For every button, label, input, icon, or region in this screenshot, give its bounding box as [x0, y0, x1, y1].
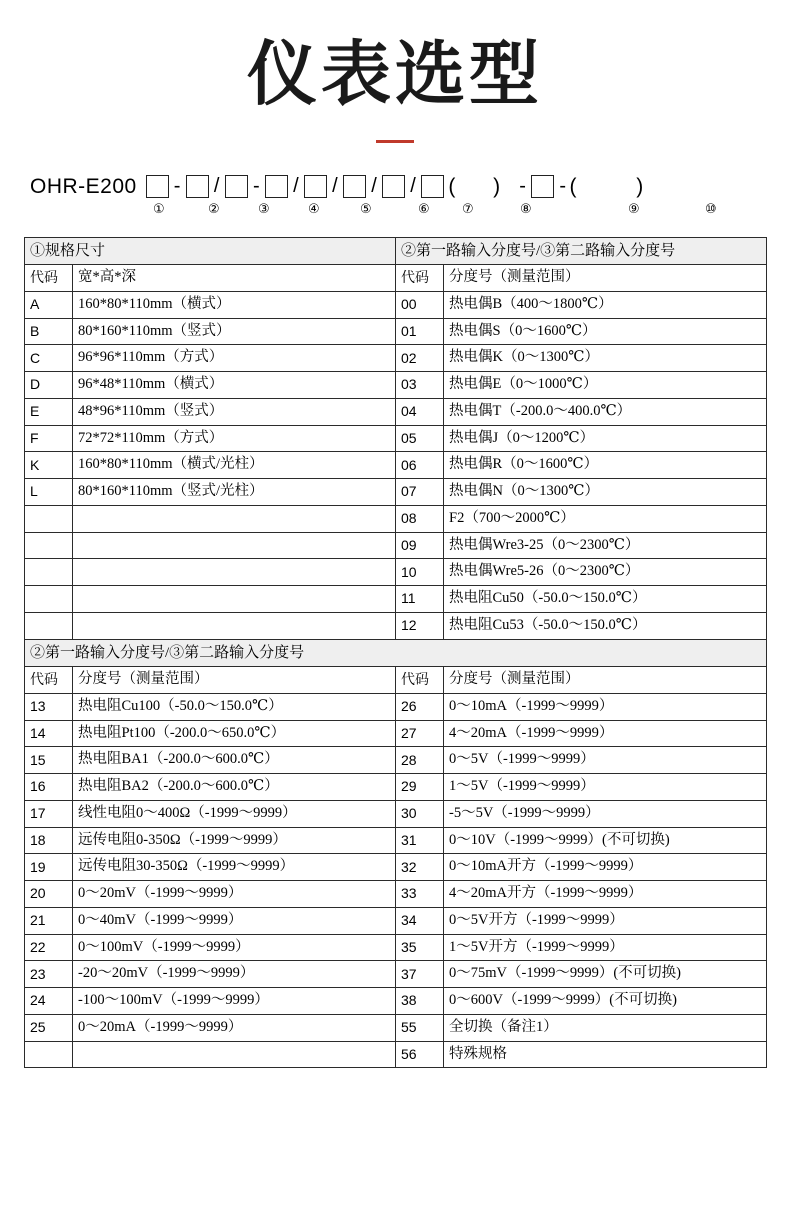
t2-code-r-2: 28 — [396, 747, 444, 774]
table-input-2 — [24, 639, 767, 1069]
t1-right-desc-9: 热电偶Wre3-25（0～2300℃） — [444, 532, 767, 559]
t1-left-desc-6: 160*80*110mm（横式/光柱） — [73, 452, 396, 479]
t2-desc-l-13 — [73, 1041, 396, 1068]
t2-code-l-2: 15 — [25, 747, 73, 774]
t2-desc-r-6: 0～10mA开方（-1999～9999） — [444, 854, 767, 881]
model-marker-1: ① — [153, 200, 165, 216]
table-row — [25, 586, 767, 613]
t1-left-code-8 — [25, 505, 73, 532]
t2-desc-r-4: -5～5V（-1999～9999） — [444, 800, 767, 827]
t2-desc-r-1: 4～20mA（-1999～9999） — [444, 720, 767, 747]
t1-left-code-7: L — [25, 479, 73, 506]
table-row — [25, 827, 767, 854]
t2-desc-r-13: 特殊规格 — [444, 1041, 767, 1068]
t2-desc-l-6: 远传电阻30-350Ω（-1999～9999） — [73, 854, 396, 881]
t1-right-col-desc: 分度号（测量范围） — [444, 265, 767, 292]
table-row — [25, 1041, 767, 1068]
t2-code-r-0: 26 — [396, 693, 444, 720]
t2-desc-r-0: 0～10mA（-1999～9999） — [444, 693, 767, 720]
t2-code-l-7: 20 — [25, 881, 73, 908]
table-row — [25, 372, 767, 399]
t1-right-code-1: 01 — [396, 318, 444, 345]
t2-desc-l-11: -100～100mV（-1999～9999） — [73, 988, 396, 1015]
t2-desc-l-1: 热电阻Pt100（-200.0～650.0℃） — [73, 720, 396, 747]
t2-code-l-11: 24 — [25, 988, 73, 1015]
table-row — [25, 452, 767, 479]
model-marker-3: ③ — [258, 200, 270, 216]
t1-right-desc-7: 热电偶N（0～1300℃） — [444, 479, 767, 506]
t2-code-r-7: 33 — [396, 881, 444, 908]
model-slot-9[interactable] — [531, 175, 554, 198]
t1-left-desc-12 — [73, 612, 396, 639]
t2-code-r-5: 31 — [396, 827, 444, 854]
model-code-row — [30, 175, 790, 199]
t1-right-header: ②第一路输入分度号/③第二路输入分度号 — [396, 237, 767, 265]
table-row — [25, 988, 767, 1015]
table-row — [25, 345, 767, 372]
t1-right-desc-6: 热电偶R（0～1600℃） — [444, 452, 767, 479]
t2-col-desc-right: 分度号（测量范围） — [444, 667, 767, 694]
t2-desc-r-11: 0～600V（-1999～9999）(不可切换) — [444, 988, 767, 1015]
t2-code-l-6: 19 — [25, 854, 73, 881]
model-slot-2[interactable] — [186, 175, 209, 198]
t1-right-desc-10: 热电偶Wre5-26（0～2300℃） — [444, 559, 767, 586]
t1-right-desc-1: 热电偶S（0～1600℃） — [444, 318, 767, 345]
table-row — [25, 881, 767, 908]
t1-left-code-0: A — [25, 291, 73, 318]
model-marker-5: ⑤ — [360, 200, 372, 216]
model-sep-6: / — [371, 175, 378, 197]
table-row — [25, 398, 767, 425]
t2-code-r-12: 55 — [396, 1014, 444, 1041]
model-slot-5[interactable] — [304, 175, 327, 198]
t1-right-code-3: 03 — [396, 372, 444, 399]
t1-right-desc-11: 热电阻Cu50（-50.0～150.0℃） — [444, 586, 767, 613]
t1-right-code-2: 02 — [396, 345, 444, 372]
t1-right-desc-12: 热电阻Cu53（-50.0～150.0℃） — [444, 612, 767, 639]
table-row — [25, 639, 767, 667]
t1-left-code-2: C — [25, 345, 73, 372]
t1-left-desc-5: 72*72*110mm（方式） — [73, 425, 396, 452]
page-title: 仪表选型 — [247, 35, 543, 113]
t1-right-desc-4: 热电偶T（-200.0～400.0℃） — [444, 398, 767, 425]
t2-code-l-0: 13 — [25, 693, 73, 720]
table-row — [25, 479, 767, 506]
table-row — [25, 505, 767, 532]
model-marker-row — [30, 201, 790, 221]
t2-code-l-12: 25 — [25, 1014, 73, 1041]
t1-left-desc-8 — [73, 505, 396, 532]
t2-code-r-9: 35 — [396, 934, 444, 961]
model-slot-8[interactable] — [421, 175, 444, 198]
t2-code-l-3: 16 — [25, 774, 73, 801]
t1-left-code-1: B — [25, 318, 73, 345]
t1-left-desc-10 — [73, 559, 396, 586]
model-marker-4: ④ — [308, 200, 320, 216]
t1-left-desc-3: 96*48*110mm（横式） — [73, 372, 396, 399]
t1-right-col-code: 代码 — [396, 265, 444, 292]
t2-code-l-4: 17 — [25, 800, 73, 827]
table-size-and-input-1 — [24, 237, 767, 640]
t1-right-desc-8: F2（700～2000℃） — [444, 505, 767, 532]
t1-left-desc-4: 48*96*110mm（竖式） — [73, 398, 396, 425]
model-sep-9: - — [559, 175, 567, 197]
t1-left-desc-11 — [73, 586, 396, 613]
t1-left-code-5: F — [25, 425, 73, 452]
model-sep-8: - — [519, 175, 527, 197]
t2-col-code-left: 代码 — [25, 667, 73, 694]
model-marker-8: ⑧ — [520, 200, 532, 216]
t1-left-code-4: E — [25, 398, 73, 425]
table-row — [25, 747, 767, 774]
t2-desc-l-3: 热电阻BA2（-200.0～600.0℃） — [73, 774, 396, 801]
t1-right-desc-2: 热电偶K（0～1300℃） — [444, 345, 767, 372]
t2-desc-r-7: 4～20mA开方（-1999～9999） — [444, 881, 767, 908]
t1-right-desc-0: 热电偶B（400～1800℃） — [444, 291, 767, 318]
table-row — [25, 318, 767, 345]
table-row — [25, 425, 767, 452]
t2-col-code-right: 代码 — [396, 667, 444, 694]
t2-desc-r-5: 0～10V（-1999～9999）(不可切换) — [444, 827, 767, 854]
model-marker-9: ⑨ — [628, 200, 640, 216]
t1-left-code-9 — [25, 532, 73, 559]
t2-desc-l-7: 0～20mV（-1999～9999） — [73, 881, 396, 908]
model-sep-4: / — [293, 175, 300, 197]
model-code-block — [0, 175, 790, 237]
t2-code-l-1: 14 — [25, 720, 73, 747]
t2-code-r-3: 29 — [396, 774, 444, 801]
t1-left-header: ①规格尺寸 — [25, 237, 396, 265]
t1-right-code-6: 06 — [396, 452, 444, 479]
table-row — [25, 907, 767, 934]
t1-left-code-6: K — [25, 452, 73, 479]
t1-right-code-4: 04 — [396, 398, 444, 425]
model-slot-7[interactable] — [382, 175, 405, 198]
t1-left-code-11 — [25, 586, 73, 613]
t2-code-l-5: 18 — [25, 827, 73, 854]
t2-code-r-11: 38 — [396, 988, 444, 1015]
t2-desc-l-2: 热电阻BA1（-200.0～600.0℃） — [73, 747, 396, 774]
t2-code-l-10: 23 — [25, 961, 73, 988]
table-row — [25, 693, 767, 720]
t2-code-l-13 — [25, 1041, 73, 1068]
t1-right-desc-5: 热电偶J（0～1200℃） — [444, 425, 767, 452]
model-slot-1[interactable] — [146, 175, 169, 198]
table-row — [25, 800, 767, 827]
table-row — [25, 291, 767, 318]
t2-code-r-4: 30 — [396, 800, 444, 827]
t2-code-r-6: 32 — [396, 854, 444, 881]
table-row — [25, 532, 767, 559]
t1-right-code-8: 08 — [396, 505, 444, 532]
table-row — [25, 559, 767, 586]
t1-right-code-11: 11 — [396, 586, 444, 613]
table-row — [25, 774, 767, 801]
model-slot-3[interactable] — [225, 175, 248, 198]
title-divider — [376, 140, 414, 143]
t2-desc-l-8: 0～40mV（-1999～9999） — [73, 907, 396, 934]
t2-desc-r-10: 0～75mV（-1999～9999）(不可切换) — [444, 961, 767, 988]
t1-right-code-10: 10 — [396, 559, 444, 586]
model-marker-6: ⑥ — [418, 200, 430, 216]
t1-left-desc-7: 80*160*110mm（竖式/光柱） — [73, 479, 396, 506]
t2-desc-r-8: 0～5V开方（-1999～9999） — [444, 907, 767, 934]
model-marker-10: ⑩ — [705, 200, 717, 216]
t1-left-col-code: 代码 — [25, 265, 73, 292]
t2-desc-l-5: 远传电阻0-350Ω（-1999～9999） — [73, 827, 396, 854]
t1-right-desc-3: 热电偶E（0～1000℃） — [444, 372, 767, 399]
t1-left-desc-9 — [73, 532, 396, 559]
t1-left-code-12 — [25, 612, 73, 639]
t2-code-r-13: 56 — [396, 1041, 444, 1068]
t2-desc-l-12: 0～20mA（-1999～9999） — [73, 1014, 396, 1041]
table-row — [25, 720, 767, 747]
table-row — [25, 934, 767, 961]
t2-code-r-10: 37 — [396, 961, 444, 988]
table-row — [25, 1014, 767, 1041]
t2-desc-r-2: 0～5V（-1999～9999） — [444, 747, 767, 774]
table-row — [25, 961, 767, 988]
t2-header: ②第一路输入分度号/③第二路输入分度号 — [25, 639, 767, 667]
spec-tables — [24, 237, 766, 1069]
model-sep-2: / — [213, 175, 220, 197]
t1-right-code-9: 09 — [396, 532, 444, 559]
t2-code-r-8: 34 — [396, 907, 444, 934]
model-sep-1: - — [173, 175, 181, 197]
t2-code-r-1: 27 — [396, 720, 444, 747]
table-row — [25, 854, 767, 881]
model-sep-7: / — [410, 175, 417, 197]
t2-desc-l-4: 线性电阻0～400Ω（-1999～9999） — [73, 800, 396, 827]
t1-left-code-3: D — [25, 372, 73, 399]
table-row — [25, 667, 767, 694]
t2-code-l-8: 21 — [25, 907, 73, 934]
t2-desc-r-9: 1～5V开方（-1999～9999） — [444, 934, 767, 961]
model-paren-10: ( ) — [569, 174, 660, 198]
t2-desc-l-9: 0～100mV（-1999～9999） — [73, 934, 396, 961]
t1-right-code-5: 05 — [396, 425, 444, 452]
t1-right-code-0: 00 — [396, 291, 444, 318]
model-sep-3: - — [252, 175, 261, 197]
model-paren-8: ( ) — [448, 174, 517, 198]
t1-left-desc-2: 96*96*110mm（方式） — [73, 345, 396, 372]
table-row — [25, 237, 767, 265]
model-marker-7: ⑦ — [462, 200, 474, 216]
model-marker-2: ② — [208, 200, 220, 216]
t1-left-code-10 — [25, 559, 73, 586]
t1-left-desc-0: 160*80*110mm（横式） — [73, 291, 396, 318]
t2-col-desc-left: 分度号（测量范围） — [73, 667, 396, 694]
model-slot-4[interactable] — [265, 175, 288, 198]
t1-left-desc-1: 80*160*110mm（竖式） — [73, 318, 396, 345]
table-row — [25, 612, 767, 639]
t2-desc-l-10: -20～20mV（-1999～9999） — [73, 961, 396, 988]
model-slot-6[interactable] — [343, 175, 366, 198]
t1-right-code-12: 12 — [396, 612, 444, 639]
t2-code-l-9: 22 — [25, 934, 73, 961]
t1-right-code-7: 07 — [396, 479, 444, 506]
model-sep-5: / — [332, 175, 339, 197]
t2-desc-r-12: 全切换（备注1） — [444, 1014, 767, 1041]
t2-desc-r-3: 1～5V（-1999～9999） — [444, 774, 767, 801]
table-row — [25, 265, 767, 292]
t2-desc-l-0: 热电阻Cu100（-50.0～150.0℃） — [73, 693, 396, 720]
t1-left-col-desc: 宽*高*深 — [73, 265, 396, 292]
model-name: OHR-E200 — [30, 174, 137, 198]
